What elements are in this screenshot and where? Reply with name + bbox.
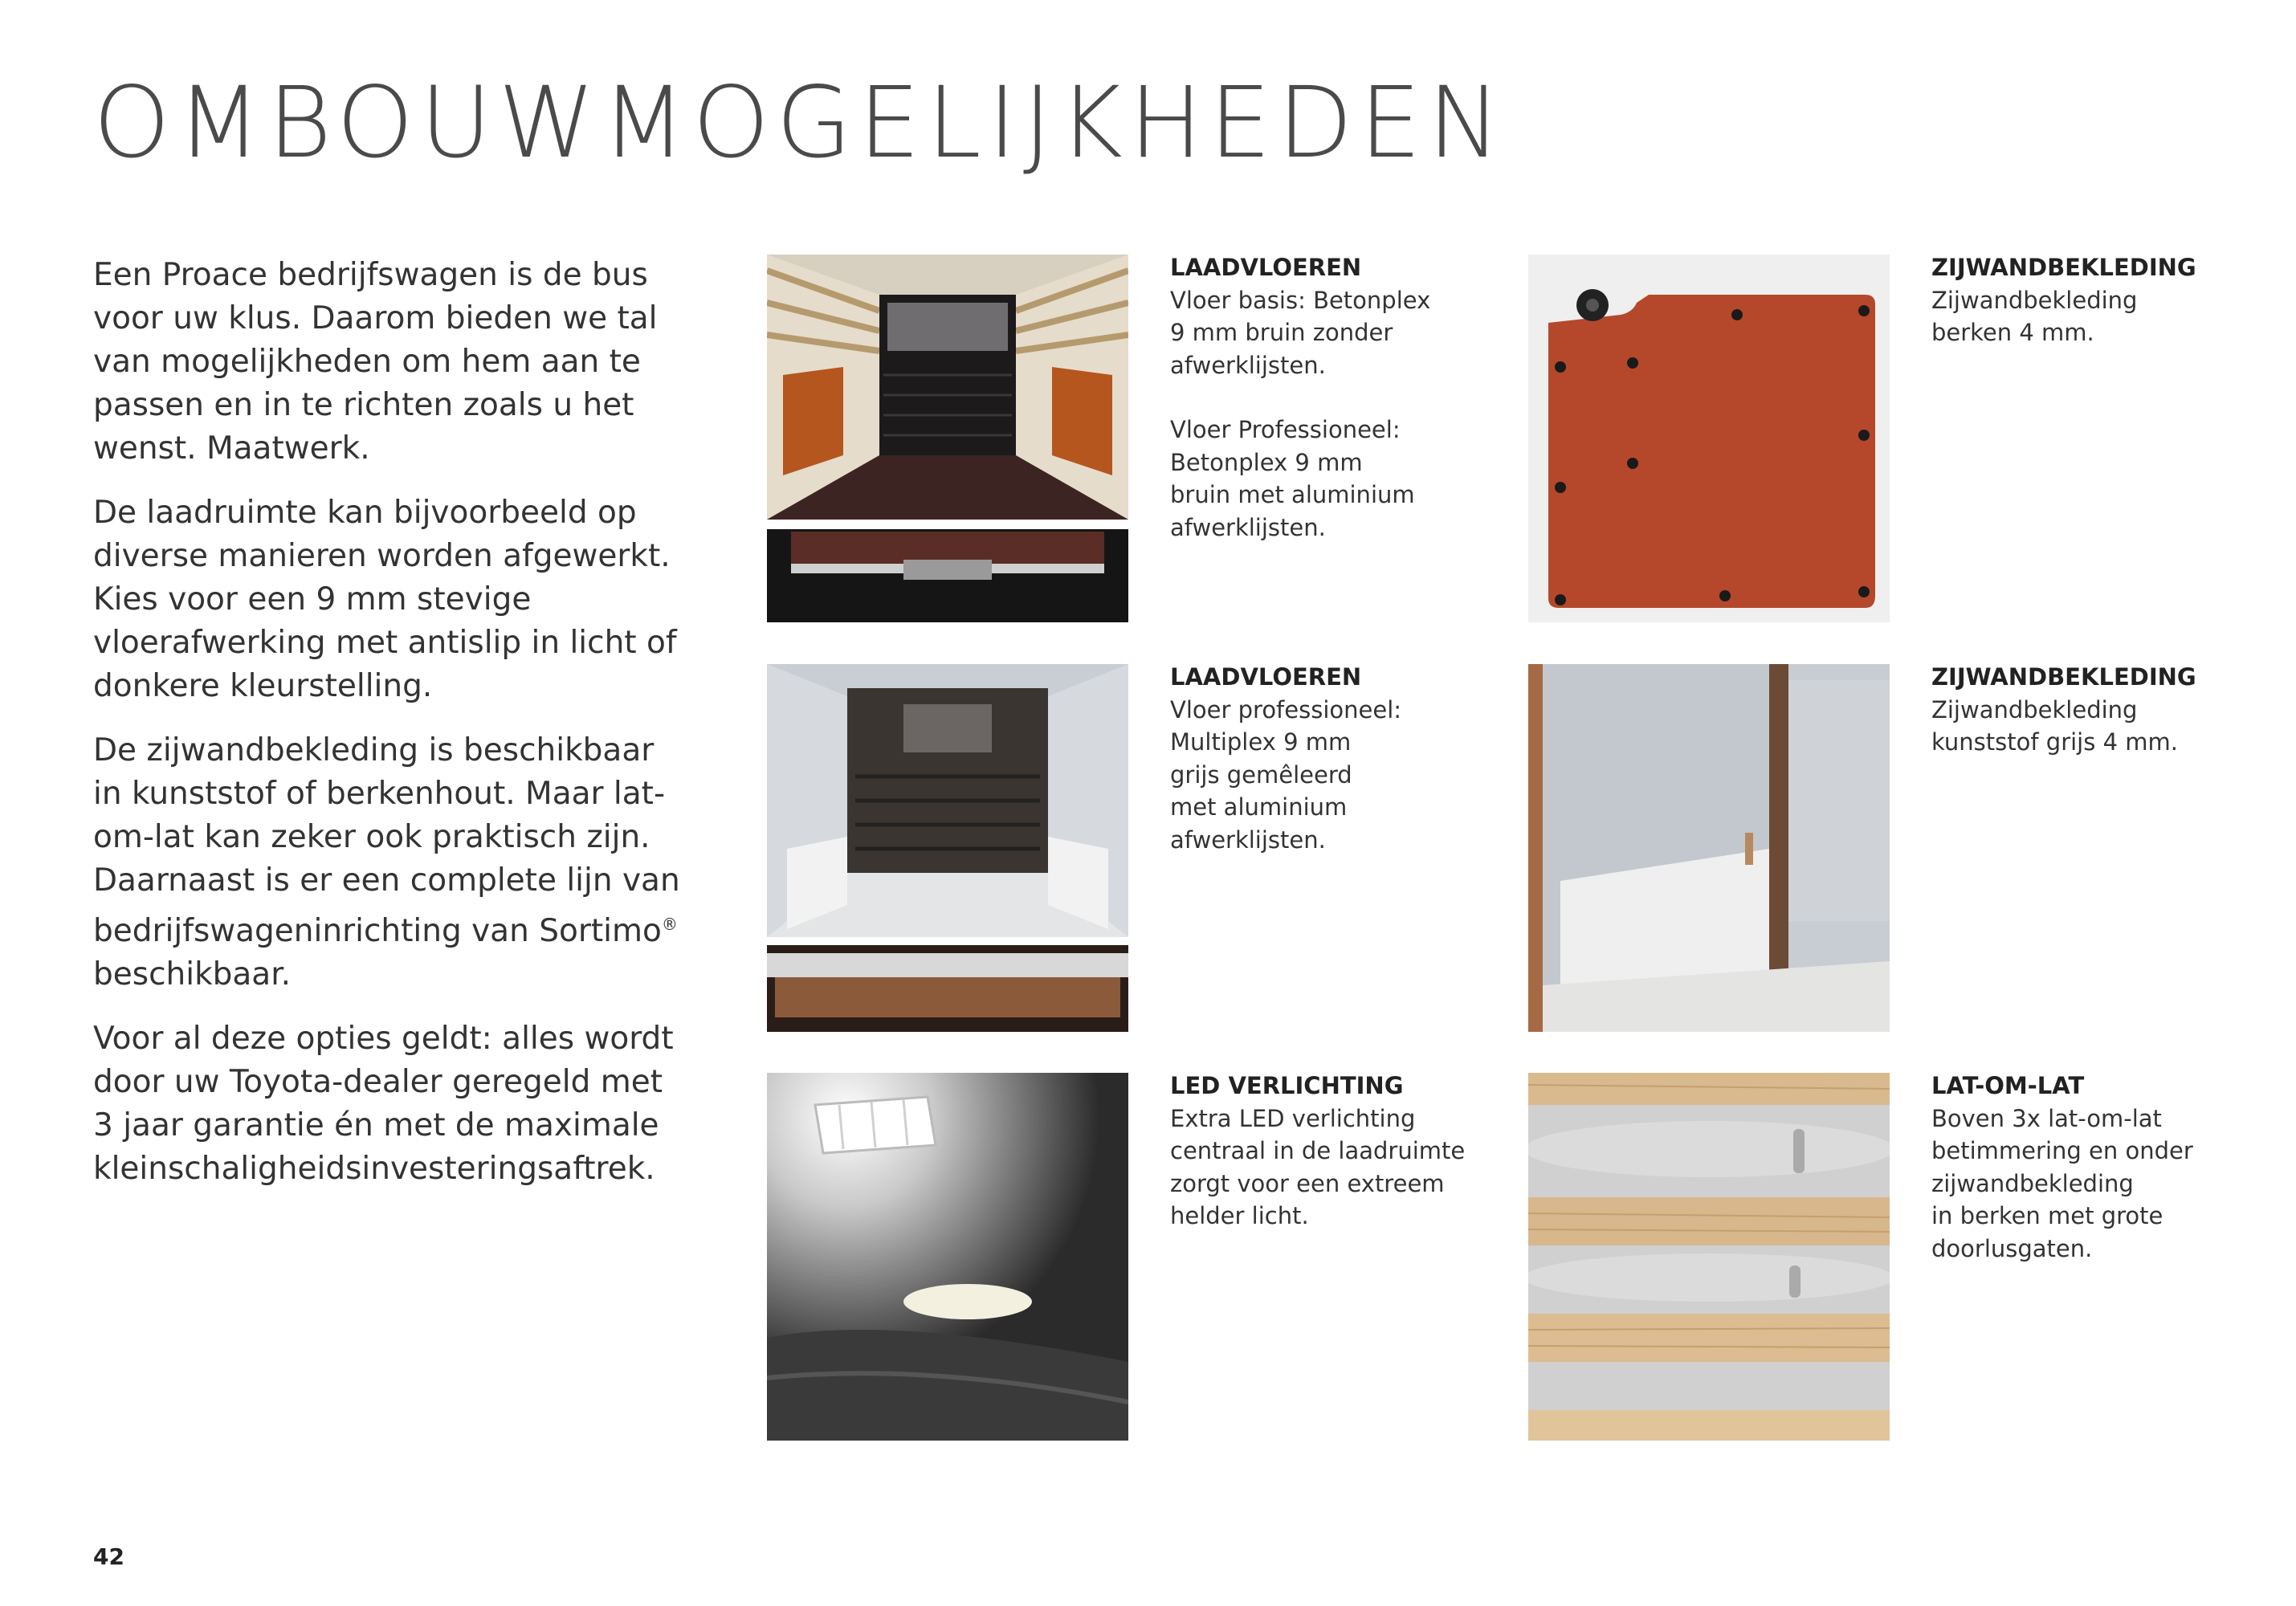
caption-line: zorgt voor een extreem bbox=[1170, 1169, 1445, 1197]
caption-line: centraal in de laadruimte bbox=[1170, 1137, 1466, 1164]
caption-heading: ZIJWANDBEKLEDING bbox=[1931, 254, 2196, 281]
caption-heading: LED VERLICHTING bbox=[1170, 1072, 1404, 1099]
intro-line: donkere kleurstelling. bbox=[93, 668, 433, 704]
intro-line: vloerafwerking met antislip in licht of bbox=[93, 625, 677, 661]
caption-line: Vloer Professioneel: bbox=[1170, 416, 1401, 443]
intro-line: 3 jaar garantie én met de maximale bbox=[93, 1107, 659, 1143]
grey-plastic-panel-photo bbox=[1528, 664, 1890, 1032]
caption-laadvloeren-professioneel bbox=[1170, 661, 1491, 856]
caption-heading: LAADVLOEREN bbox=[1170, 663, 1362, 691]
intro-paragraph-4 bbox=[93, 1017, 687, 1191]
sortimo-text: bedrijfswageninrichting van Sortimo bbox=[93, 913, 662, 949]
caption-heading: LAADVLOEREN bbox=[1170, 254, 1362, 281]
intro-line: Kies voor een 9 mm stevige bbox=[93, 581, 532, 618]
intro-text bbox=[93, 254, 687, 1212]
caption-line: met aluminium bbox=[1170, 793, 1348, 821]
caption-line: Boven 3x lat-om-lat bbox=[1931, 1104, 2162, 1132]
caption-line: betimmering en onder bbox=[1931, 1137, 2193, 1164]
intro-line: om-lat kan zeker ook praktisch zijn. bbox=[93, 819, 650, 855]
birch-side-panel-photo bbox=[1528, 255, 1890, 622]
grey-floor-cargo-photo bbox=[767, 664, 1128, 1032]
caption-line: in berken met grote bbox=[1931, 1202, 2163, 1229]
caption-line: kunststof grijs 4 mm. bbox=[1931, 728, 2178, 756]
caption-lat-om-lat bbox=[1931, 1070, 2253, 1265]
registered-mark: ® bbox=[661, 915, 678, 934]
intro-paragraph-1 bbox=[93, 254, 687, 471]
caption-zijwandbekleding-kunststof bbox=[1931, 661, 2253, 759]
intro-line: Daarnaast is er een complete lijn van bbox=[93, 862, 680, 899]
caption-line: afwerklijsten. bbox=[1170, 351, 1326, 379]
caption-line: doorlusgaten. bbox=[1931, 1234, 2093, 1262]
caption-zijwandbekleding-berken bbox=[1931, 251, 2253, 349]
caption-line: 9 mm bruin zonder bbox=[1170, 319, 1393, 346]
intro-line: Voor al deze opties geldt: alles wordt bbox=[93, 1021, 674, 1057]
caption-heading: LAT-OM-LAT bbox=[1931, 1072, 2085, 1099]
caption-line: grijs gemêleerd bbox=[1170, 760, 1352, 789]
brown-floor-cargo-photo bbox=[767, 255, 1128, 622]
intro-line: wenst. Maatwerk. bbox=[93, 430, 370, 467]
caption-line: Vloer basis: Betonplex bbox=[1170, 286, 1431, 314]
caption-line: Betonplex 9 mm bbox=[1170, 448, 1363, 476]
caption-line: helder licht. bbox=[1170, 1202, 1309, 1229]
intro-line: in kunststof of berkenhout. Maar lat- bbox=[93, 776, 666, 812]
intro-line bbox=[93, 903, 687, 953]
caption-line: afwerklijsten. bbox=[1170, 513, 1326, 541]
intro-line: kleinschaligheidsinvesteringsaftrek. bbox=[93, 1151, 655, 1187]
caption-line: Vloer professioneel: bbox=[1170, 695, 1402, 724]
caption-led-verlichting bbox=[1170, 1070, 1491, 1233]
caption-laadvloeren-basis bbox=[1170, 251, 1491, 544]
intro-line: voor uw klus. Daarom bieden we tal bbox=[93, 300, 658, 336]
caption-line: bruin met aluminium bbox=[1170, 481, 1415, 508]
caption-line: Multiplex 9 mm bbox=[1170, 728, 1352, 756]
intro-line: De zijwandbekleding is beschikbaar bbox=[93, 732, 655, 768]
intro-paragraph-3 bbox=[93, 729, 687, 997]
intro-line: diverse manieren worden afgewerkt. bbox=[93, 538, 671, 574]
wood-slats-photo bbox=[1528, 1073, 1890, 1441]
intro-line: passen en in te richten zoals u het bbox=[93, 387, 634, 423]
page-number: 42 bbox=[93, 1543, 124, 1570]
intro-line: door uw Toyota-dealer geregeld met bbox=[93, 1064, 663, 1100]
caption-spacer bbox=[1170, 381, 1491, 414]
intro-line: van mogelijkheden om hem aan te bbox=[93, 344, 641, 380]
caption-line: Zijwandbekleding bbox=[1931, 695, 2138, 724]
intro-paragraph-2 bbox=[93, 491, 687, 708]
intro-line: De laadruimte kan bijvoorbeeld op bbox=[93, 495, 637, 531]
caption-line: afwerklijsten. bbox=[1170, 825, 1326, 854]
caption-line: Zijwandbekleding bbox=[1931, 286, 2138, 314]
caption-line: zijwandbekleding bbox=[1931, 1169, 2134, 1197]
caption-heading: ZIJWANDBEKLEDING bbox=[1931, 663, 2196, 691]
led-light-photo bbox=[767, 1073, 1128, 1441]
intro-line: Een Proace bedrijfswagen is de bus bbox=[93, 257, 648, 293]
caption-line: berken 4 mm. bbox=[1931, 319, 2094, 346]
intro-line: beschikbaar. bbox=[93, 956, 292, 993]
caption-line: Extra LED verlichting bbox=[1170, 1104, 1416, 1132]
page-title: OMBOUWMOGELIJKHEDEN bbox=[93, 66, 1507, 180]
